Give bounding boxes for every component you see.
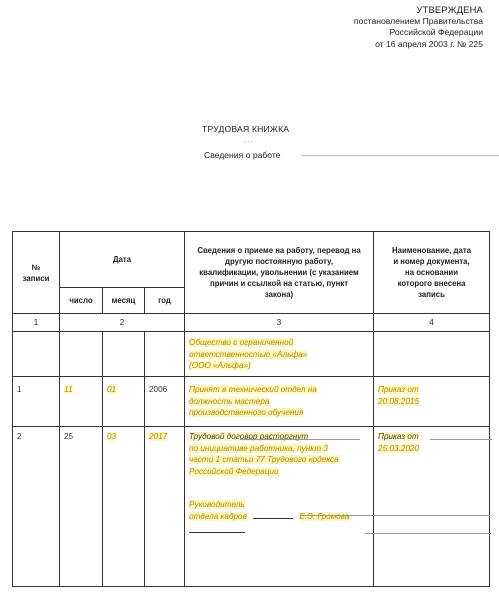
document-title: ТРУДОВАЯ КНИЖКА bbox=[202, 124, 290, 134]
info-line: должность мастера bbox=[189, 396, 270, 406]
cell-basis bbox=[374, 377, 490, 427]
cell-day bbox=[60, 332, 103, 377]
info-line: производственного обучения bbox=[189, 408, 304, 417]
document-subtitle: Сведения о работе bbox=[204, 150, 281, 160]
column-number: 1 bbox=[13, 314, 60, 332]
info-line: по инициативе работника, пункт 3 bbox=[189, 443, 328, 453]
info-line: части 1 статьи 77 Трудового кодекса bbox=[189, 455, 339, 464]
cell-no: 2 bbox=[13, 427, 60, 587]
column-number: 2 bbox=[60, 314, 185, 332]
info-line: Принят в технический отдел на bbox=[189, 385, 317, 394]
cell-basis bbox=[374, 332, 490, 377]
cell-info bbox=[185, 332, 374, 377]
table-row bbox=[13, 427, 490, 587]
approval-line: от 16 апреля 2003 г. № 225 bbox=[375, 38, 483, 49]
header-year: год bbox=[145, 288, 185, 314]
cell-year bbox=[145, 332, 185, 377]
header-day: число bbox=[60, 288, 103, 314]
info-line: (ООО «Альфа») bbox=[189, 361, 251, 370]
info-line: Трудовой договор расторгнут bbox=[189, 432, 309, 441]
header-date: Дата bbox=[60, 232, 185, 288]
header-month: месяц bbox=[103, 288, 145, 314]
basis-line: Приказ от bbox=[378, 432, 419, 441]
approval-block bbox=[354, 4, 483, 50]
approval-title: УТВЕРЖДЕНА bbox=[416, 4, 483, 15]
header-record-no: № записи bbox=[13, 232, 60, 314]
cell-month: 01 bbox=[103, 377, 145, 427]
cell-month bbox=[103, 332, 145, 377]
signature-role: Руководитель bbox=[189, 500, 245, 509]
cell-day: 25 bbox=[60, 427, 103, 587]
signature-line bbox=[253, 518, 293, 519]
header-basis: Наименование, дата и номер документа, на основании которого внесена запись bbox=[374, 232, 490, 314]
info-line: Общество с ограниченной bbox=[189, 338, 294, 347]
cell-info bbox=[185, 377, 374, 427]
info-line: Российской Федерации bbox=[189, 466, 279, 476]
guide-line bbox=[365, 533, 491, 534]
guide-line bbox=[300, 515, 490, 516]
subtitle-rule bbox=[302, 155, 499, 156]
cell-year: 2017 bbox=[145, 427, 185, 587]
cell-no: 1 bbox=[13, 377, 60, 427]
table-row bbox=[13, 377, 490, 427]
signature-underline bbox=[189, 532, 245, 533]
basis-line: 25.03.2020 bbox=[378, 443, 419, 453]
column-number: 4 bbox=[374, 314, 490, 332]
signature-name: Е.Э. Громова bbox=[299, 511, 350, 521]
column-number: 3 bbox=[185, 314, 374, 332]
cell-info bbox=[185, 427, 374, 587]
cell-no bbox=[13, 332, 60, 377]
table-row bbox=[13, 332, 490, 377]
approval-line: постановлением Правительства bbox=[353, 15, 483, 26]
info-line: ответственностью «Альфа» bbox=[189, 349, 308, 359]
document-dots: ... bbox=[244, 135, 254, 144]
approval-line: Российской Федерации bbox=[389, 27, 483, 38]
basis-line: Приказ от bbox=[378, 385, 419, 394]
basis-line: 20.08.2015 bbox=[378, 396, 419, 406]
cell-day: 11 bbox=[60, 377, 103, 427]
signature-role: отдела кадров bbox=[189, 511, 247, 521]
guide-line bbox=[430, 439, 492, 440]
guide-line bbox=[240, 439, 360, 440]
cell-month: 03 bbox=[103, 427, 145, 587]
cell-year: 2006 bbox=[145, 377, 185, 427]
cell-basis bbox=[374, 427, 490, 587]
header-info: Сведения о приеме на работу, перевод на другую постоянную работу, квалификации, увольнении (с указанием причин и ссылкой на статью, пункт закона) bbox=[185, 232, 374, 314]
